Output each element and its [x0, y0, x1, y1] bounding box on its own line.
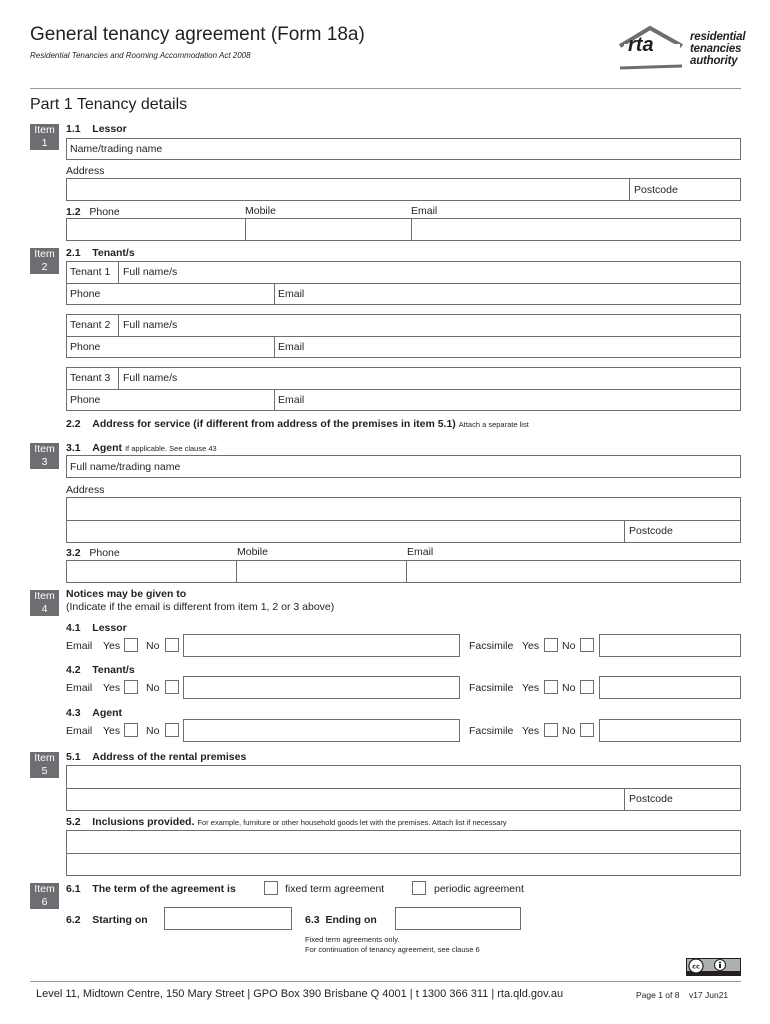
- item-1-tab: Item 1: [30, 124, 59, 150]
- notice-tenant-fax-no-checkbox[interactable]: [580, 680, 594, 694]
- tenant-2-tag: Tenant 2: [70, 319, 111, 331]
- agent-email-label: Email: [407, 546, 434, 558]
- notice-lessor-fax-yes-checkbox[interactable]: [544, 638, 558, 652]
- header-divider: [30, 88, 741, 89]
- continuation-note: For continuation of tenancy agreement, see clause 6: [305, 945, 480, 954]
- logo-line-1: residential: [690, 31, 746, 43]
- lessor-mobile-label: Mobile: [245, 205, 276, 217]
- item-3-heading: 3.1 Agent If applicable. See clause 43: [66, 442, 217, 454]
- notice-agent-fax-yes-label: Yes: [522, 725, 540, 737]
- lessor-address-label: Address: [66, 165, 105, 177]
- notice-lessor-fax-no-checkbox[interactable]: [580, 638, 594, 652]
- tenant-1-block[interactable]: [66, 261, 741, 305]
- notice-lessor-fax-yes-label: Yes: [522, 640, 540, 652]
- end-date-field[interactable]: [395, 907, 521, 930]
- notice-tenant-yes-label: Yes: [103, 682, 121, 694]
- tenant-2-name-label: Full name/s: [123, 319, 178, 331]
- tenant-3-block[interactable]: [66, 367, 741, 411]
- notice-lessor-email-label: Email: [66, 640, 93, 652]
- tenant-1-email-label: Email: [278, 288, 305, 300]
- notice-agent-fax-label: Facsimile: [469, 725, 514, 737]
- item-4-subheading: (Indicate if the email is different from item 1, 2 or 3 above): [66, 601, 335, 613]
- logo-line-3: authority: [690, 55, 738, 67]
- fixed-term-note: Fixed term agreements only.: [305, 935, 400, 944]
- form-title: [30, 24, 365, 46]
- page-number: Page 1 of 8 v17 Jun21: [636, 990, 729, 1000]
- notice-agent-fax-no-label: No: [562, 725, 576, 737]
- lessor-name-field[interactable]: Name/trading name: [66, 138, 741, 160]
- notice-agent-fax-yes-checkbox[interactable]: [544, 723, 558, 737]
- notice-lessor-yes-label: Yes: [103, 640, 121, 652]
- notice-tenant-email-yes-checkbox[interactable]: [124, 680, 138, 694]
- fixed-term-checkbox[interactable]: [264, 881, 278, 895]
- notice-agent-yes-label: Yes: [103, 725, 121, 737]
- premises-address-field[interactable]: Postcode: [66, 765, 741, 811]
- logo-word: rta: [628, 34, 654, 56]
- item-6-tab: Item 6: [30, 883, 59, 909]
- start-date-label: 6.2 Starting on: [66, 914, 148, 926]
- notice-lessor-email-no-checkbox[interactable]: [165, 638, 179, 652]
- item-2-tab: Item 2: [30, 248, 59, 274]
- item-5-tab: Item 5: [30, 752, 59, 778]
- item-4-tab: Item 4: [30, 590, 59, 616]
- notice-agent-email-no-checkbox[interactable]: [165, 723, 179, 737]
- form-number: (Form 18a): [270, 24, 365, 45]
- item-3-tab: Item 3: [30, 443, 59, 469]
- periodic-checkbox[interactable]: [412, 881, 426, 895]
- notice-tenant-fax-field[interactable]: [599, 676, 741, 699]
- periodic-label: periodic agreement: [434, 883, 524, 895]
- svg-text:cc: cc: [692, 962, 700, 971]
- footer-divider: [30, 981, 741, 982]
- tenant-1-name-label: Full name/s: [123, 266, 178, 278]
- notice-lessor-fax-no-label: No: [562, 640, 576, 652]
- notice-lessor-heading: 4.1 Lessor: [66, 622, 127, 634]
- creative-commons-icon: [686, 958, 741, 976]
- tenant-2-phone-label: Phone: [70, 341, 101, 353]
- act-reference: Residential Tenancies and Rooming Accommodation Act 2008: [30, 51, 251, 60]
- notice-tenant-heading: 4.2 Tenant/s: [66, 664, 135, 676]
- tenant-3-name-label: Full name/s: [123, 372, 178, 384]
- item-6-heading: 6.1 The term of the agreement is: [66, 883, 236, 895]
- inclusions-field[interactable]: [66, 830, 741, 876]
- lessor-address-field[interactable]: Postcode: [66, 178, 741, 201]
- item-4-heading: Notices may be given to: [66, 588, 187, 600]
- notice-agent-fax-no-checkbox[interactable]: [580, 723, 594, 737]
- lessor-contact-field[interactable]: [66, 218, 741, 241]
- notice-agent-fax-field[interactable]: [599, 719, 741, 742]
- item-5-heading: 5.1 Address of the rental premises: [66, 751, 247, 763]
- logo-line-2: tenancies: [690, 43, 742, 55]
- start-date-field[interactable]: [164, 907, 292, 930]
- end-date-label: 6.3 Ending on: [305, 914, 377, 926]
- agent-name-field[interactable]: Full name/trading name: [66, 455, 741, 478]
- tenant-3-phone-label: Phone: [70, 394, 101, 406]
- notice-agent-email-field[interactable]: [183, 719, 460, 742]
- notice-tenant-email-field[interactable]: [183, 676, 460, 699]
- notice-lessor-fax-label: Facsimile: [469, 640, 514, 652]
- agent-phone-label: 3.2 Phone: [66, 547, 120, 559]
- logo-text: [690, 31, 745, 67]
- tenant-1-phone-label: Phone: [70, 288, 101, 300]
- part-title: Part 1 Tenancy details: [30, 96, 188, 113]
- notice-agent-email-label: Email: [66, 725, 93, 737]
- notice-lessor-fax-field[interactable]: [599, 634, 741, 657]
- notice-lessor-email-field[interactable]: [183, 634, 460, 657]
- notice-tenant-fax-no-label: No: [562, 682, 576, 694]
- notice-agent-heading: 4.3 Agent: [66, 707, 123, 719]
- lessor-phone-label: 1.2 Phone: [66, 206, 120, 218]
- notice-tenant-fax-yes-checkbox[interactable]: [544, 680, 558, 694]
- notice-lessor-email-yes-checkbox[interactable]: [124, 638, 138, 652]
- tenant-2-email-label: Email: [278, 341, 305, 353]
- tenant-1-tag: Tenant 1: [70, 266, 111, 278]
- fixed-term-label: fixed term agreement: [285, 883, 385, 895]
- tenant-2-block[interactable]: [66, 314, 741, 358]
- footer-address: Level 11, Midtown Centre, 150 Mary Street | GPO Box 390 Brisbane Q 4001 | t 1300 366 311 | rta.qld.gov.au: [36, 988, 564, 1000]
- agent-contact-field[interactable]: [66, 560, 741, 583]
- agent-address-field[interactable]: Postcode: [66, 497, 741, 543]
- notice-tenant-fax-yes-label: Yes: [522, 682, 540, 694]
- agent-mobile-label: Mobile: [237, 546, 268, 558]
- tenant-3-tag: Tenant 3: [70, 372, 111, 384]
- notice-tenant-fax-label: Facsimile: [469, 682, 514, 694]
- lessor-email-label: Email: [411, 205, 438, 217]
- item-1-heading: 1.1 Lessor: [66, 123, 127, 135]
- notice-tenant-no-label: No: [146, 682, 160, 694]
- notice-tenant-email-no-checkbox[interactable]: [165, 680, 179, 694]
- notice-agent-no-label: No: [146, 725, 160, 737]
- inclusions-label: 5.2 Inclusions provided. For example, furniture or other household goods let with the premises. Attach list if necessary: [66, 816, 507, 828]
- item-2-heading: 2.1 Tenant/s: [66, 247, 135, 259]
- notice-tenant-email-label: Email: [66, 682, 93, 694]
- notice-agent-email-yes-checkbox[interactable]: [124, 723, 138, 737]
- title-text: General tenancy agreement: [30, 24, 266, 45]
- notice-lessor-no-label: No: [146, 640, 160, 652]
- agent-address-label: Address: [66, 484, 105, 496]
- address-for-service-label: 2.2 Address for service (if different from address of the premises in item 5.1) Attach a separate list: [66, 418, 529, 430]
- tenant-3-email-label: Email: [278, 394, 305, 406]
